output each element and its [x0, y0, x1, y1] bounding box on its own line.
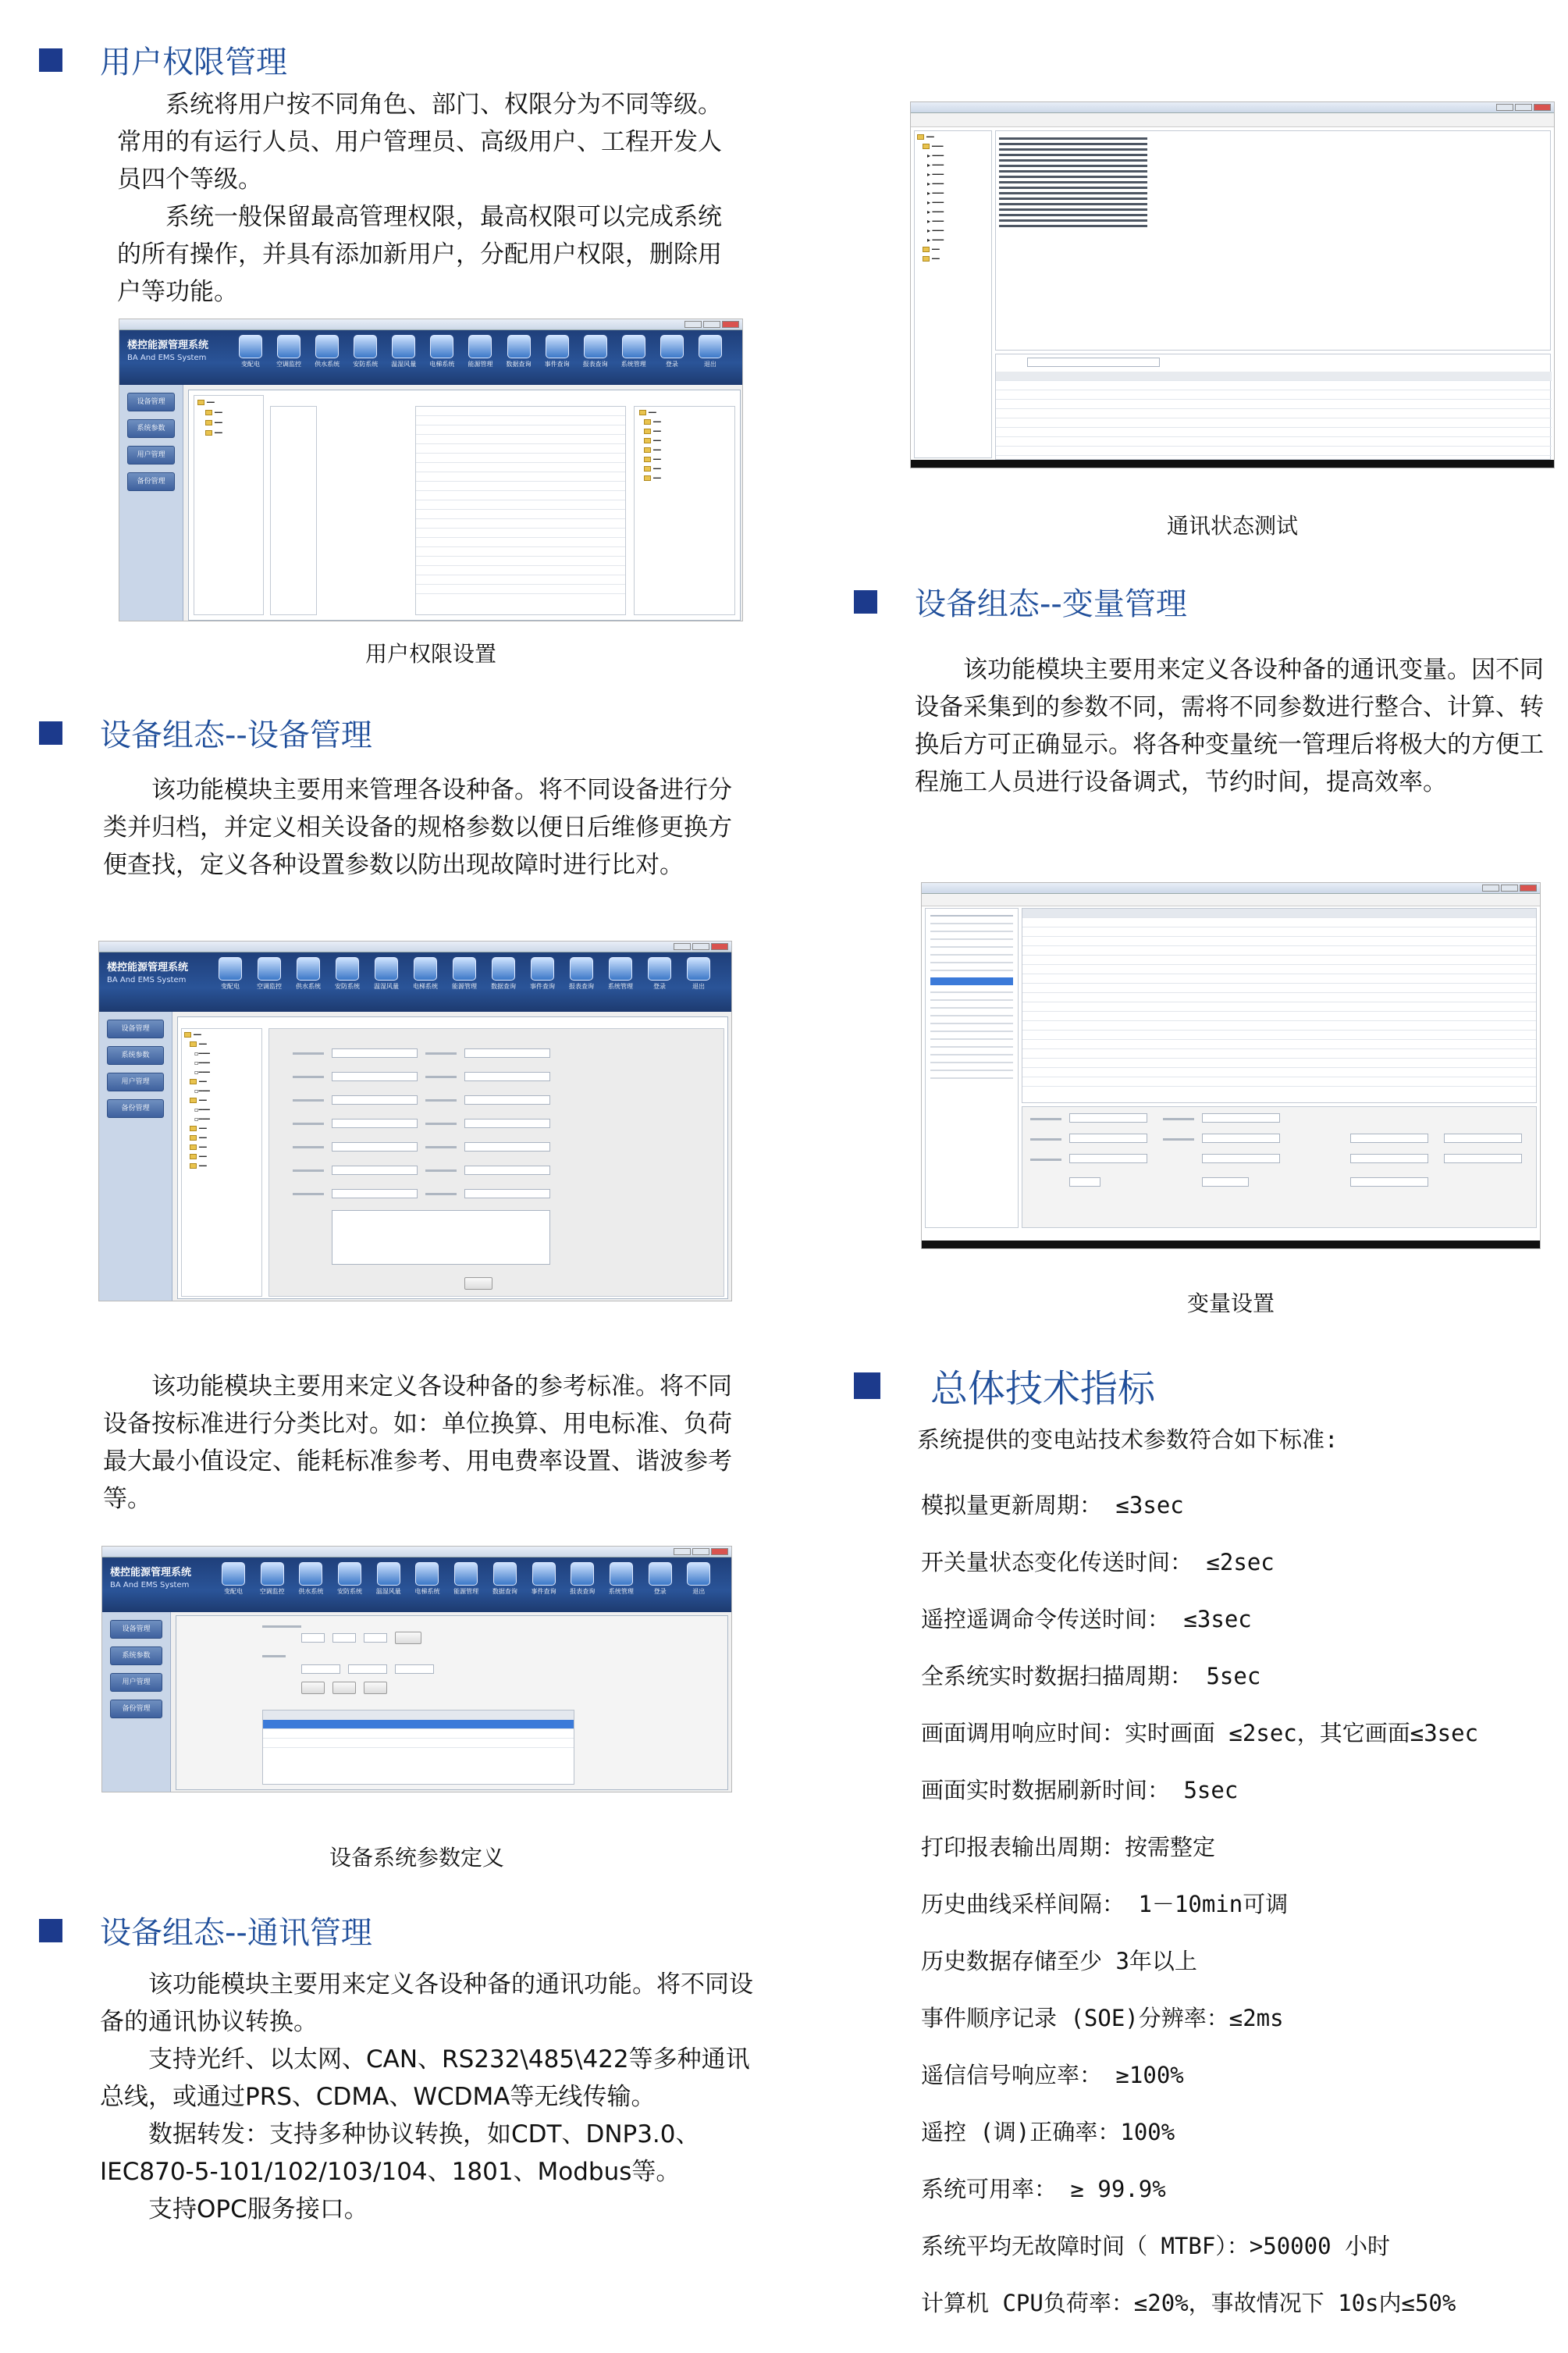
nav-button[interactable]: 系统参数	[127, 419, 175, 438]
app-brand: 楼控能源管理系统	[107, 962, 189, 974]
toolbar-button[interactable]	[620, 335, 648, 366]
nav-button[interactable]: 备份管理	[107, 1099, 164, 1118]
toolbar-label: 退出	[692, 983, 705, 990]
nav-button[interactable]: 设备管理	[127, 393, 175, 411]
toolbar-button[interactable]	[255, 957, 283, 988]
toolbar-icon	[507, 335, 531, 358]
toolbar-button[interactable]	[607, 1562, 635, 1593]
toolbar-label: 供水系统	[296, 983, 321, 990]
comm-management-text	[100, 1966, 756, 2228]
caption-variable-settings: 变量设置	[1186, 1290, 1275, 1316]
left-nav	[119, 385, 183, 621]
section-title: 设备组态--通讯管理	[100, 1915, 372, 1951]
left-nav	[102, 1612, 171, 1792]
toolbar-button[interactable]	[275, 335, 303, 366]
toolbar-button[interactable]	[450, 957, 478, 988]
toolbar-icon	[687, 957, 710, 981]
section-title: 设备组态--设备管理	[100, 717, 372, 753]
toolbar-label: 事件查询	[544, 361, 570, 368]
toolbar-label: 数据查询	[506, 361, 532, 368]
spec-item: 模拟量更新周期： ≤3sec	[921, 1492, 1184, 1518]
toolbar-button[interactable]	[219, 1562, 247, 1593]
app-brand-en: BA And EMS System	[127, 354, 207, 362]
bullet-square-icon	[39, 48, 62, 72]
toolbar-label: 系统管理	[608, 983, 633, 990]
toolbar-button[interactable]	[696, 335, 724, 366]
toolbar-label: 安防系统	[353, 361, 379, 368]
toolbar-button[interactable]	[491, 1562, 519, 1593]
spec-item: 事件顺序记录 (SOE)分辨率：≤2ms	[921, 2005, 1284, 2031]
toolbar-label: 变配电	[221, 983, 240, 990]
window-titlebar	[911, 102, 1554, 113]
bullet-square-icon	[854, 1372, 880, 1399]
toolbar-label: 报表查询	[569, 983, 594, 990]
section-heading-variable-management	[854, 579, 1187, 624]
toolbar-icon	[622, 335, 645, 358]
toolbar-button[interactable]	[336, 1562, 364, 1593]
paragraph: 支持OPC服务接口。	[148, 2195, 368, 2223]
spec-item: 历史曲线采样间隔： 1－10min可调	[921, 1891, 1289, 1917]
toolbar-button[interactable]	[351, 335, 379, 366]
toolbar-icon	[336, 957, 359, 981]
toolbar-label: 温湿风量	[374, 983, 399, 990]
toolbar-label: 安防系统	[335, 983, 360, 990]
toolbar-icon	[649, 1562, 672, 1586]
toolbar-button[interactable]	[236, 335, 265, 366]
toolbar-icon	[375, 957, 398, 981]
toolbar-label: 报表查询	[570, 1588, 596, 1595]
toolbar-label: 退出	[703, 361, 716, 368]
paragraph: 支持光纤、以太网、CAN、RS232\485\422等多种通讯总线，或通过PRS、CDMA、WCDMA等无线传输。	[100, 2045, 750, 2111]
toolbar-label: 空调监控	[276, 361, 302, 368]
toolbar-button[interactable]	[452, 1562, 480, 1593]
paragraph: 系统一般保留最高管理权限，最高权限可以完成系统的所有操作，并具有添加新用户，分配用户权限，删除用户等功能。	[117, 203, 722, 306]
toolbar-button[interactable]	[606, 957, 635, 988]
toolbar-label: 能源管理	[453, 1588, 479, 1595]
toolbar-icon	[531, 957, 554, 981]
toolbar-label: 能源管理	[452, 983, 477, 990]
toolbar-label: 温湿风量	[391, 361, 417, 368]
bullet-square-icon	[39, 721, 62, 745]
content-pane: ━━ ━━ ▫━━━ ▫━━━ ▫━━━ ━━ ▫━━━ ━━ ▫━━━ ▫━━━ ━━ ━━ ━━ ━━ ━━	[177, 1016, 728, 1299]
bullet-square-icon	[854, 590, 877, 614]
spec-item: 历史数据存储至少 3年以上	[921, 1948, 1197, 1974]
spec-item: 画面实时数据刷新时间： 5sec	[921, 1777, 1239, 1803]
screenshot-variable-settings	[921, 882, 1541, 1249]
section-heading-device-management	[39, 710, 372, 755]
toolbar-button[interactable]	[646, 1562, 674, 1593]
toolbar-label: 事件查询	[531, 1588, 556, 1595]
specs-intro: 系统提供的变电站技术参数符合如下标准:	[917, 1426, 1339, 1453]
paragraph: 数据转发：支持多种协议转换，如CDT、DNP3.0、IEC870-5-101/102/103/104、1801、Modbus等。	[100, 2120, 700, 2186]
app-brand: 楼控能源管理系统	[127, 340, 209, 351]
toolbar-label: 数据查询	[491, 983, 516, 990]
toolbar-label: 登录	[653, 1588, 667, 1595]
nav-button[interactable]: 用户管理	[107, 1073, 164, 1091]
toolbar-icon	[354, 335, 377, 358]
toolbar-button[interactable]	[645, 957, 674, 988]
window-titlebar	[922, 883, 1540, 894]
spec-item: 遥信信号响应率： ≥100%	[921, 2062, 1184, 2088]
caption-user-permission: 用户权限设置	[364, 641, 496, 667]
section-heading-specs	[854, 1358, 1155, 1412]
toolbar-icon	[430, 335, 453, 358]
section-title: 设备组态--变量管理	[915, 586, 1187, 622]
toolbar-icon	[414, 957, 437, 981]
nav-button[interactable]: 用户管理	[110, 1673, 162, 1692]
toolbar-icon	[297, 957, 320, 981]
user-permission-text	[117, 86, 734, 311]
section-heading-comm-management	[39, 1908, 372, 1953]
window-titlebar	[99, 942, 731, 952]
toolbar-icon	[699, 335, 722, 358]
nav-button[interactable]: 备份管理	[110, 1700, 162, 1718]
app-brand: 楼控能源管理系统	[110, 1567, 192, 1579]
device-management-text	[103, 771, 737, 884]
toolbar-label: 空调监控	[257, 983, 282, 990]
toolbar-label: 安防系统	[337, 1588, 363, 1595]
window-titlebar	[119, 319, 742, 330]
toolbar-label: 报表查询	[582, 361, 608, 368]
screenshot-comm-status: ━━ ━━━ ▸ ━━━ ▸ ━━━ ▸ ━━━ ▸ ━━━ ▸ ━━━ ▸ ━━━ ▸ ━━━ ▸ ━━━ ▸ ━━━ ▸ ━━━ ━━ ━━	[910, 101, 1555, 468]
toolbar-label: 变配电	[224, 1588, 243, 1595]
toolbar-button[interactable]	[375, 1562, 403, 1593]
toolbar-button[interactable]	[294, 957, 322, 988]
window-titlebar	[102, 1547, 731, 1557]
toolbar-label: 数据查询	[492, 1588, 517, 1595]
toolbar-button[interactable]	[216, 957, 244, 988]
spec-item: 遥控遥调命令传送时间： ≤3sec	[921, 1606, 1252, 1632]
toolbar-button[interactable]	[389, 335, 418, 366]
toolbar-icon	[258, 957, 281, 981]
toolbar-icon	[660, 335, 684, 358]
bullet-square-icon	[39, 1919, 62, 1942]
toolbar-icon	[222, 1562, 245, 1586]
spec-item: 系统平均无故障时间（ MTBF）：>50000 小时	[921, 2233, 1391, 2259]
toolbar-label: 温湿风量	[375, 1588, 401, 1595]
toolbar-button[interactable]	[505, 335, 533, 366]
toolbar-label: 变配电	[241, 361, 260, 368]
app-brand-en: BA And EMS System	[107, 976, 187, 984]
caption-comm-status: 通讯状态测试	[1166, 513, 1298, 539]
spec-item: 画面调用响应时间：实时画面 ≤2sec，其它画面≤3sec	[921, 1720, 1479, 1746]
toolbar-button[interactable]	[528, 957, 556, 988]
toolbar-icon	[546, 335, 569, 358]
toolbar-label: 供水系统	[298, 1588, 324, 1595]
screenshot-device-management	[98, 941, 732, 1301]
toolbar-button[interactable]	[413, 1562, 441, 1593]
toolbar-icon	[277, 335, 300, 358]
toolbar-button[interactable]	[530, 1562, 558, 1593]
toolbar-icon	[239, 335, 262, 358]
toolbar-button[interactable]	[411, 957, 439, 988]
toolbar-button[interactable]	[658, 335, 686, 366]
toolbar-button[interactable]	[567, 957, 596, 988]
toolbar-label: 系统管理	[620, 361, 646, 368]
toolbar-button[interactable]	[333, 957, 361, 988]
toolbar-button[interactable]	[258, 1562, 286, 1593]
toolbar-icon	[468, 335, 492, 358]
caption-device-parameters: 设备系统参数定义	[329, 1845, 504, 1871]
left-nav	[99, 1012, 172, 1301]
screenshot-user-permission	[119, 319, 743, 621]
toolbar-button[interactable]	[543, 335, 571, 366]
toolbar-icon	[299, 1562, 322, 1586]
toolbar-icon	[493, 1562, 517, 1586]
toolbar-button[interactable]	[428, 335, 456, 366]
toolbar-icon	[584, 335, 607, 358]
content-pane	[176, 1615, 728, 1790]
paragraph: 系统将用户按不同角色、部门、权限分为不同等级。常用的有运行人员、用户管理员、高级用户、工程开发人员四个等级。	[117, 91, 722, 194]
toolbar-button[interactable]	[313, 335, 341, 366]
app-banner	[99, 952, 731, 1012]
screenshot-device-parameters	[101, 1546, 732, 1792]
paragraph: 该功能模块主要用来定义各设种备的参考标准。将不同设备按标准进行分类比对。如：单位换算、用电标准、负荷最大最小值设定、能耗标准参考、用电费率设置、谐波参考等。	[103, 1372, 732, 1513]
toolbar-button[interactable]	[581, 335, 610, 366]
section-title: 总体技术指标	[930, 1367, 1156, 1411]
toolbar-label: 系统管理	[608, 1588, 634, 1595]
toolbar-icon	[492, 957, 515, 981]
toolbar-button[interactable]	[684, 957, 713, 988]
toolbar-icon	[392, 335, 415, 358]
app-banner	[102, 1557, 731, 1612]
spec-item: 系统可用率： ≥ 99.9%	[921, 2176, 1166, 2202]
paragraph: 该功能模块主要用来管理各设种备。将不同设备进行分类并归档，并定义相关设备的规格参数以便日后维修更换方便查找，定义各种设置参数以防出现故障时进行比对。	[103, 776, 732, 879]
toolbar-icon	[261, 1562, 284, 1586]
spec-item: 开关量状态变化传送时间： ≤2sec	[921, 1549, 1275, 1575]
toolbar-button[interactable]	[372, 957, 400, 988]
toolbar-icon	[454, 1562, 478, 1586]
nav-button[interactable]: 用户管理	[127, 446, 175, 465]
toolbar-icon	[315, 335, 339, 358]
toolbar-label: 事件查询	[530, 983, 555, 990]
toolbar-button[interactable]	[489, 957, 517, 988]
toolbar-button[interactable]	[684, 1562, 713, 1593]
app-brand-en: BA And EMS System	[110, 1581, 190, 1589]
nav-button[interactable]: 备份管理	[127, 472, 175, 491]
toolbar-icon	[338, 1562, 361, 1586]
toolbar-label: 能源管理	[468, 361, 493, 368]
toolbar-label: 电梯系统	[429, 361, 455, 368]
nav-button[interactable]: 系统参数	[107, 1046, 164, 1065]
toolbar-button[interactable]	[466, 335, 494, 366]
toolbar-label: 登录	[665, 361, 678, 368]
variable-management-text	[915, 651, 1548, 801]
device-standard-text	[103, 1368, 737, 1518]
nav-button[interactable]: 系统参数	[110, 1646, 162, 1665]
toolbar-icon	[609, 957, 632, 981]
toolbar-label: 电梯系统	[414, 1588, 440, 1595]
toolbar-icon	[571, 1562, 594, 1586]
toolbar-label: 登录	[653, 983, 666, 990]
toolbar-icon	[648, 957, 671, 981]
toolbar-button[interactable]	[568, 1562, 596, 1593]
toolbar-icon	[532, 1562, 556, 1586]
section-title: 用户权限管理	[100, 44, 287, 80]
toolbar-icon	[219, 957, 242, 981]
spec-item: 遥控 (调)正确率：100%	[921, 2119, 1175, 2145]
toolbar-icon	[453, 957, 476, 981]
toolbar-label: 退出	[692, 1588, 706, 1595]
toolbar-label: 供水系统	[315, 361, 340, 368]
spec-item: 全系统实时数据扫描周期： 5sec	[921, 1663, 1261, 1689]
toolbar-icon	[570, 957, 593, 981]
paragraph: 该功能模块主要用来定义各设种备的通讯功能。将不同设备的通讯协议转换。	[100, 1970, 753, 2036]
paragraph: 该功能模块主要用来定义各设种备的通讯变量。因不同设备采集到的参数不同，需将不同参数进行整合、计算、转换后方可正确显示。将各种变量统一管理后将极大的方便工程施工人员进行设备调式，节约时间，提高效率。	[915, 656, 1544, 796]
toolbar-label: 电梯系统	[413, 983, 438, 990]
spec-item: 计算机 CPU负荷率：≤20%，事故情况下 10s内≤50%	[921, 2290, 1456, 2316]
toolbar-icon	[415, 1562, 439, 1586]
toolbar-button[interactable]	[297, 1562, 325, 1593]
toolbar-icon	[687, 1562, 710, 1586]
section-heading-user-permission	[39, 37, 287, 82]
content-pane: ━━ ━━ ━━ ━━ ━━ ━━ ━━ ━━ ━━ ━━ ━━ ━━	[188, 390, 741, 621]
toolbar-icon	[377, 1562, 400, 1586]
spec-item: 打印报表输出周期：按需整定	[921, 1834, 1216, 1860]
toolbar-icon	[610, 1562, 633, 1586]
app-banner	[119, 330, 742, 385]
nav-button[interactable]: 设备管理	[107, 1020, 164, 1038]
nav-button[interactable]: 设备管理	[110, 1620, 162, 1639]
toolbar-label: 空调监控	[259, 1588, 285, 1595]
